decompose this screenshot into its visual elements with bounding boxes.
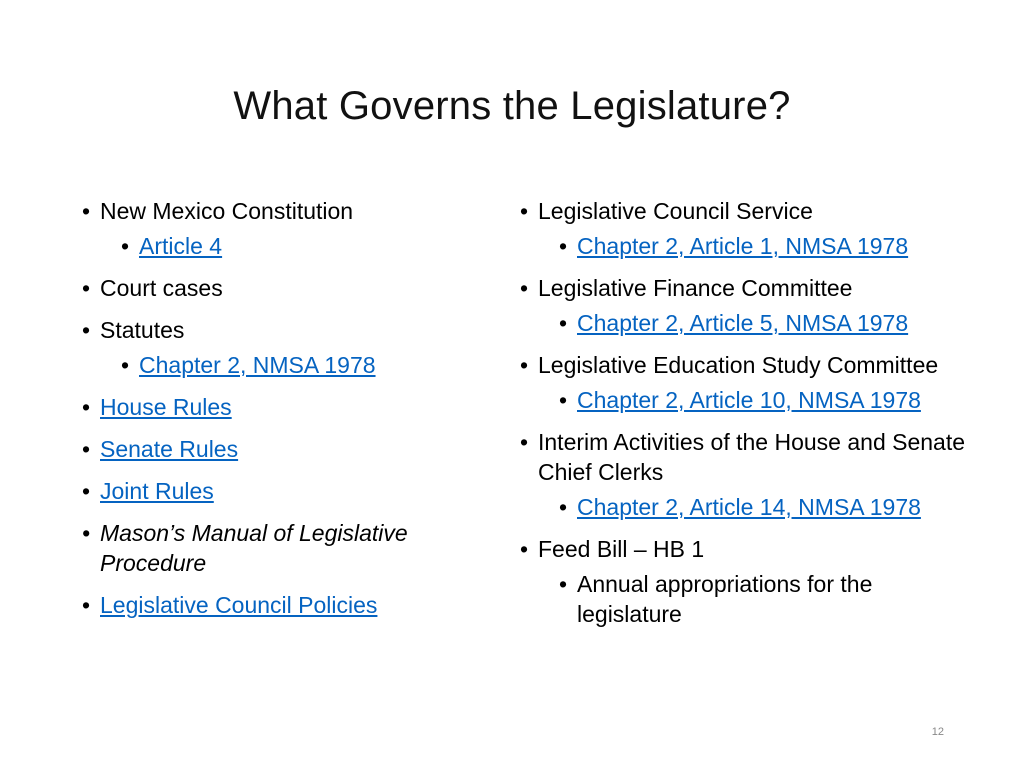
interim-activities-label: Interim Activities of the House and Senate Chief Clerks <box>538 429 966 485</box>
list-item-feed-bill <box>520 534 980 629</box>
sub-item-article-10 <box>559 385 980 415</box>
list-item-court-cases: • Court cases <box>82 273 482 303</box>
list-item-senate-rules <box>82 434 482 464</box>
article-4-link[interactable]: Article 4 <box>139 233 223 259</box>
page-number: 12 <box>931 726 944 738</box>
sub-item-article-14 <box>559 492 980 522</box>
left-column <box>82 196 482 632</box>
list-item-education-committee <box>520 350 980 415</box>
sub-item-article-1 <box>559 231 980 261</box>
council-service-label: Legislative Council Service <box>538 198 813 224</box>
joint-rules-link[interactable]: Joint Rules <box>100 478 214 504</box>
senate-rules-link[interactable]: Senate Rules <box>100 436 239 462</box>
list-item-masons-manual: • Mason’s Manual of Legislative Procedure <box>82 518 482 578</box>
education-committee-sublist <box>559 385 980 415</box>
article-5-link[interactable]: Chapter 2, Article 5, NMSA 1978 <box>577 310 909 336</box>
list-item-joint-rules <box>82 476 482 506</box>
list-item-house-rules <box>82 392 482 422</box>
feed-bill-label: Feed Bill – HB 1 <box>538 536 705 562</box>
list-item-interim-activities <box>520 427 980 522</box>
list-item-council-service <box>520 196 980 261</box>
right-bullet-list <box>520 196 980 629</box>
council-policies-link[interactable]: Legislative Council Policies <box>100 592 378 618</box>
interim-activities-sublist <box>559 492 980 522</box>
list-item-council-policies <box>82 590 482 620</box>
finance-committee-label: Legislative Finance Committee <box>538 275 853 301</box>
article-10-link[interactable]: Chapter 2, Article 10, NMSA 1978 <box>577 387 921 413</box>
council-service-sublist <box>559 231 980 261</box>
constitution-sublist <box>121 231 482 261</box>
sub-item-article-4 <box>121 231 482 261</box>
list-item-finance-committee <box>520 273 980 338</box>
left-bullet-list <box>82 196 482 620</box>
slide-title: What Governs the Legislature? <box>233 84 791 128</box>
education-committee-label: Legislative Education Study Committee <box>538 352 939 378</box>
statutes-label: Statutes <box>100 317 185 343</box>
chapter-2-link[interactable]: Chapter 2, NMSA 1978 <box>139 352 376 378</box>
finance-committee-sublist <box>559 308 980 338</box>
article-14-link[interactable]: Chapter 2, Article 14, NMSA 1978 <box>577 494 921 520</box>
sub-item-chapter-2 <box>121 350 482 380</box>
house-rules-link[interactable]: House Rules <box>100 394 232 420</box>
list-item-constitution <box>82 196 482 261</box>
statutes-sublist <box>121 350 482 380</box>
sub-item-article-5 <box>559 308 980 338</box>
constitution-label: New Mexico Constitution <box>100 198 354 224</box>
feed-bill-sublist <box>559 569 980 629</box>
sub-item-annual-appropriations: • Annual appropriations for the legislature <box>559 569 980 629</box>
article-1-link[interactable]: Chapter 2, Article 1, NMSA 1978 <box>577 233 909 259</box>
list-item-statutes <box>82 315 482 380</box>
right-column <box>520 196 980 641</box>
